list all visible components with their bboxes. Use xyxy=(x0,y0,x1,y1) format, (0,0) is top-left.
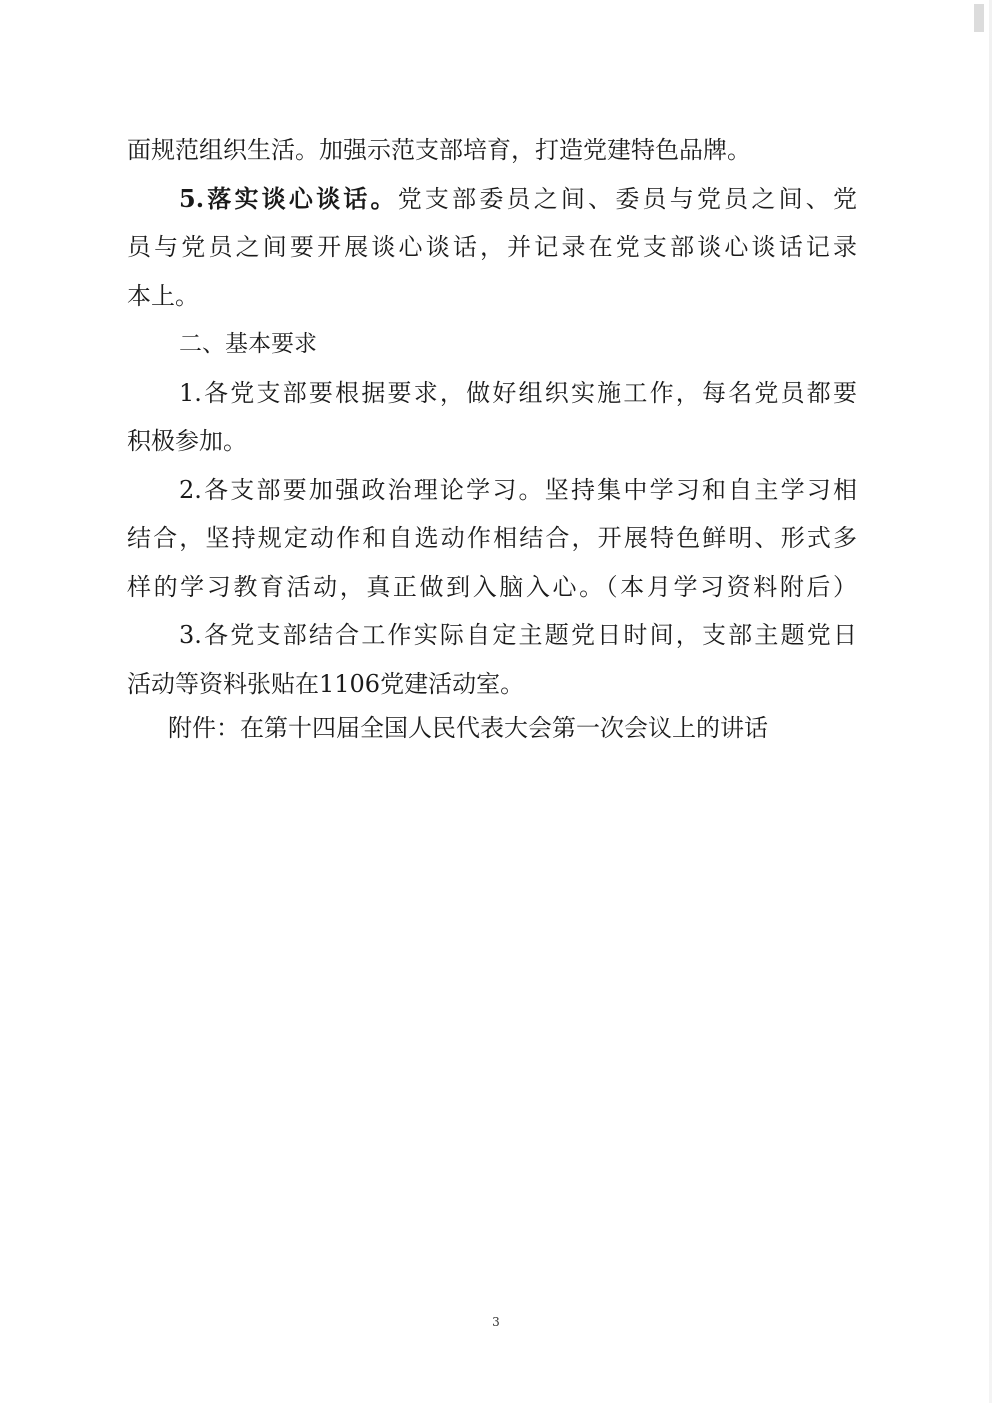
document-body xyxy=(127,126,857,708)
paragraph-line: 积极参加。 xyxy=(127,427,247,455)
section-heading: 二、基本要求 xyxy=(179,331,317,357)
scan-edge-mark xyxy=(974,4,984,32)
paragraph-line: 1.各党支部要根据要求，做好组织实施工作，每名党员都要 xyxy=(179,378,857,407)
paragraph-line: 2.各支部要加强政治理论学习。坚持集中学习和自主学习相 xyxy=(179,475,857,504)
page-number: 3 xyxy=(492,1315,500,1329)
attachment-line: 附件：在第十四届全国人民代表大会第一次会议上的讲话 xyxy=(168,714,768,742)
bold-lead-text: 5.落实谈心谈话。 xyxy=(179,183,398,213)
paragraph-line: 面规范组织生活。加强示范支部培育，打造党建特色品牌。 xyxy=(127,136,751,164)
paragraph-line: 本上。 xyxy=(127,281,199,310)
paragraph-line xyxy=(127,175,857,224)
paragraph-line: 样的学习教育活动，真正做到入脑入心。（本月学习资料附后） xyxy=(127,572,857,601)
paragraph-line: 员与党员之间要开展谈心谈话，并记录在党支部谈心谈话记录 xyxy=(127,233,857,261)
paragraph-line: 结合，坚持规定动作和自选动作相结合，开展特色鲜明、形式多 xyxy=(127,524,857,552)
paragraph-line: 3.各党支部结合工作实际自定主题党日时间，支部主题党日 xyxy=(179,621,857,649)
paragraph-line: 活动等资料张贴在1106党建活动室。 xyxy=(127,669,525,698)
paragraph-text: 党支部委员之间、委员与党员之间、党 xyxy=(397,184,857,213)
